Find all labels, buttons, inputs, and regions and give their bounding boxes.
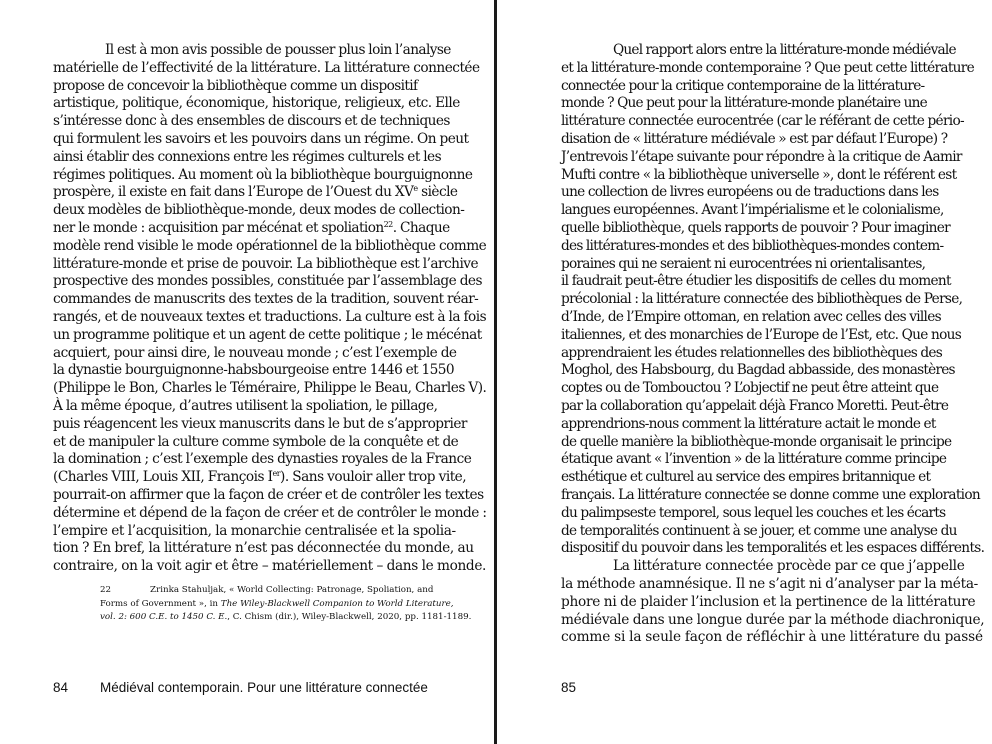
text-line: modèle rend visible le mode opérationnel de la bibliothèque comme: [53, 237, 487, 254]
text-line: de quelle manière la bibliothèque-monde organisait le principe: [561, 433, 952, 450]
text-line: ainsi établir des connexions entre les régimes culturels et les: [53, 148, 442, 165]
text-line: disation de « littérature médiévale » est par défaut l’Europe) ?: [561, 130, 948, 147]
text-line: contraire, on la voit agir et être – matériellement – dans le monde.: [53, 558, 487, 575]
text-line: matérielle de l’effectivité de la littérature. La littérature connectée: [53, 59, 480, 76]
text-line: puis réagencent les vieux manuscrits dans le but de s’approprier: [53, 415, 467, 432]
text-line: esthétique et culturel au service des empires britannique et: [561, 469, 931, 486]
right-body-text: [561, 42, 984, 647]
text-line: médiévale dans une longue durée par la méthode diachronique,: [561, 611, 985, 628]
text-line: artistique, politique, économique, historique, religieux, etc. Elle: [53, 95, 460, 112]
text-line: tion ? En bref, la littérature n’est pas déconnectée du monde, au: [53, 540, 474, 557]
text-line: littérature connectée eurocentrée (car le référant de cette pério-: [561, 113, 964, 130]
text-line: du palimpseste temporel, sous lequel les couches et les écarts: [561, 504, 946, 521]
left-body-text: [53, 42, 486, 576]
text-fragment: siècle: [417, 184, 458, 201]
superscript: er: [272, 469, 281, 479]
text-line: il faudrait peut-être étudier les dispositifs de celles du moment: [561, 273, 951, 290]
text-fragment: (Charles VIII, Louis XII, François I: [53, 469, 273, 486]
footnote-title: The Wiley-Blackwell Companion to World Literature,: [220, 598, 454, 609]
text-line: [53, 469, 486, 487]
footnote-text: Forms of Government », in: [100, 598, 221, 609]
text-line: comme si la seule façon de réfléchir à une littérature du passé: [561, 629, 983, 646]
text-line: s’intéresse donc à des ensembles de discours et de techniques: [53, 113, 450, 130]
text-line: pourrait-on affirmer que la façon de créer et de contrôler les textes: [53, 486, 484, 503]
text-line: langues européennes. Avant l’impérialisme et le colonialisme,: [561, 202, 944, 219]
right-page: [498, 0, 992, 744]
text-line: À la même époque, d’autres utilisent la spoliation, le pillage,: [53, 397, 438, 414]
text-line: de temporalités continuent à se jouer, et comme une analyse du: [561, 522, 957, 539]
text-line: Quel rapport alors entre la littérature-monde médiévale: [613, 42, 956, 58]
text-line: J’entrevois l’étape suivante pour répondre à la critique de Aamir: [561, 148, 962, 165]
footnote-text: , C. Chism (dir.), Wiley-Blackwell, 2020, pp. 1181-1189.: [227, 612, 472, 623]
text-line: [53, 184, 486, 202]
text-line: coptes ou de Tombouctou ? L’objectif ne peut être atteint que: [561, 380, 939, 397]
text-line: étatique avant « l’invention » de la littérature comme principe: [561, 451, 947, 468]
running-head: Médiéval contemporain. Pour une littérature connectée: [100, 680, 428, 695]
text-line: d’Inde, de l’Empire ottoman, en relation avec celles des villes: [561, 308, 941, 325]
footnote-line: [100, 584, 471, 598]
text-line: la domination ; c’est l’exemple des dynasties royales de la France: [53, 451, 472, 468]
superscript: e: [413, 184, 418, 194]
text-line: rangés, et de nouveaux textes et traductions. La culture est à la fois: [53, 308, 487, 325]
page-number: 85: [561, 680, 577, 695]
text-line: Moghol, des Habsbourg, du Bagdad abbasside, des monastères: [561, 362, 955, 379]
text-line: [53, 220, 486, 238]
text-fragment: ner le monde : acquisition par mécénat et spoliation: [53, 219, 384, 236]
text-line: l’empire et l’acquisition, la monarchie centralisée et la spolia-: [53, 522, 456, 539]
footnote-title: vol. 2: 600 C.E. to 1450 C. E.: [100, 612, 228, 623]
text-line: phore ni de plaider l’inclusion et la pertinence de la littérature: [561, 593, 976, 610]
footnote-text: Zrinka Stahuljak, « World Collecting: Patronage, Spoliation, and: [150, 585, 434, 595]
footnote-reference[interactable]: 22: [383, 219, 393, 229]
text-line: deux modèles de bibliothèque-monde, deux modes de collection-: [53, 202, 465, 219]
text-line: Mufti contre « la bibliothèque universelle », dont le référent est: [561, 166, 957, 183]
text-fragment: . Chaque: [392, 219, 450, 236]
text-line: apprendrions-nous comment la littérature actait le monde et: [561, 415, 936, 432]
text-line: français. La littérature connectée se donne comme une exploration: [561, 486, 980, 503]
text-line: commandes de manuscrits des textes de la tradition, souvent réar-: [53, 291, 479, 308]
text-line: et de manipuler la culture comme symbole de la conquête et de: [53, 433, 459, 450]
text-line: précolonial : la littérature connectée des bibliothèques de Perse,: [561, 291, 963, 308]
text-line: prospective des mondes possibles, constituée par l’assemblage des: [53, 273, 482, 290]
text-line: poraines qui ne seraient ni eurocentrées ni orientalisantes,: [561, 255, 926, 272]
text-line: une collection de livres européens ou de traductions dans les: [561, 184, 939, 201]
text-fragment: prospère, il existe en fait dans l’Europe de l’Ouest du XV: [53, 184, 414, 201]
page-number: 84: [53, 680, 69, 695]
text-line: Il est à mon avis possible de pousser plus loin l’analyse: [105, 42, 451, 58]
footnote-line: [100, 598, 471, 612]
text-line: la dynastie bourguignonne-habsbourgeoise entre 1446 et 1550: [53, 362, 455, 379]
left-page: [0, 0, 494, 744]
text-line: acquiert, pour ainsi dire, le nouveau monde ; c’est l’exemple de: [53, 344, 457, 361]
text-line: des littératures-mondes et des bibliothèques-mondes contem-: [561, 237, 944, 254]
book-spine-divider: [494, 0, 497, 744]
text-line: monde ? Que peut pour la littérature-monde planétaire une: [561, 95, 927, 112]
text-line: La littérature connectée procède par ce que j’appelle: [613, 558, 965, 575]
text-line: quelle bibliothèque, quels rapports de pouvoir ? Pour imaginer: [561, 219, 950, 236]
text-line: et la littérature-monde contemporaine ? Que peut cette littérature: [561, 59, 975, 76]
text-line: dispositif du pouvoir dans les temporalités et les espaces différents.: [561, 540, 985, 557]
text-line: apprendraient les études relationnelles des bibliothèques des: [561, 344, 943, 361]
text-fragment: ). Sans vouloir aller trop vite,: [280, 469, 467, 486]
text-line: un programme politique et un agent de cette politique ; le mécénat: [53, 326, 482, 343]
text-line: par la collaboration qu’appelait déjà Franco Moretti. Peut-être: [561, 397, 949, 414]
text-line: qui formulent les savoirs et les pouvoirs dans un régime. On peut: [53, 130, 469, 147]
text-line: détermine et dépend de la façon de créer et de contrôler le monde :: [53, 504, 487, 521]
text-line: italiennes, et des monarchies de l’Europe de l’Est, etc. Que nous: [561, 326, 962, 343]
footnote-number: 22: [100, 585, 112, 595]
text-line: propose de concevoir la bibliothèque comme un dispositif: [53, 77, 418, 94]
footnote: [100, 584, 471, 625]
text-line: connectée pour la critique contemporaine de la littérature-: [561, 77, 925, 94]
text-line: la méthode anamnésique. Il ne s’agit ni d’analyser par la méta-: [561, 575, 979, 592]
text-line: littérature-monde et prise de pouvoir. La bibliothèque est l’archive: [53, 255, 479, 272]
text-line: régimes politiques. Au moment où la bibliothèque bourguignonne: [53, 166, 473, 183]
text-line: (Philippe le Bon, Charles le Téméraire, Philippe le Beau, Charles V).: [53, 380, 487, 397]
footnote-line: [100, 611, 471, 625]
